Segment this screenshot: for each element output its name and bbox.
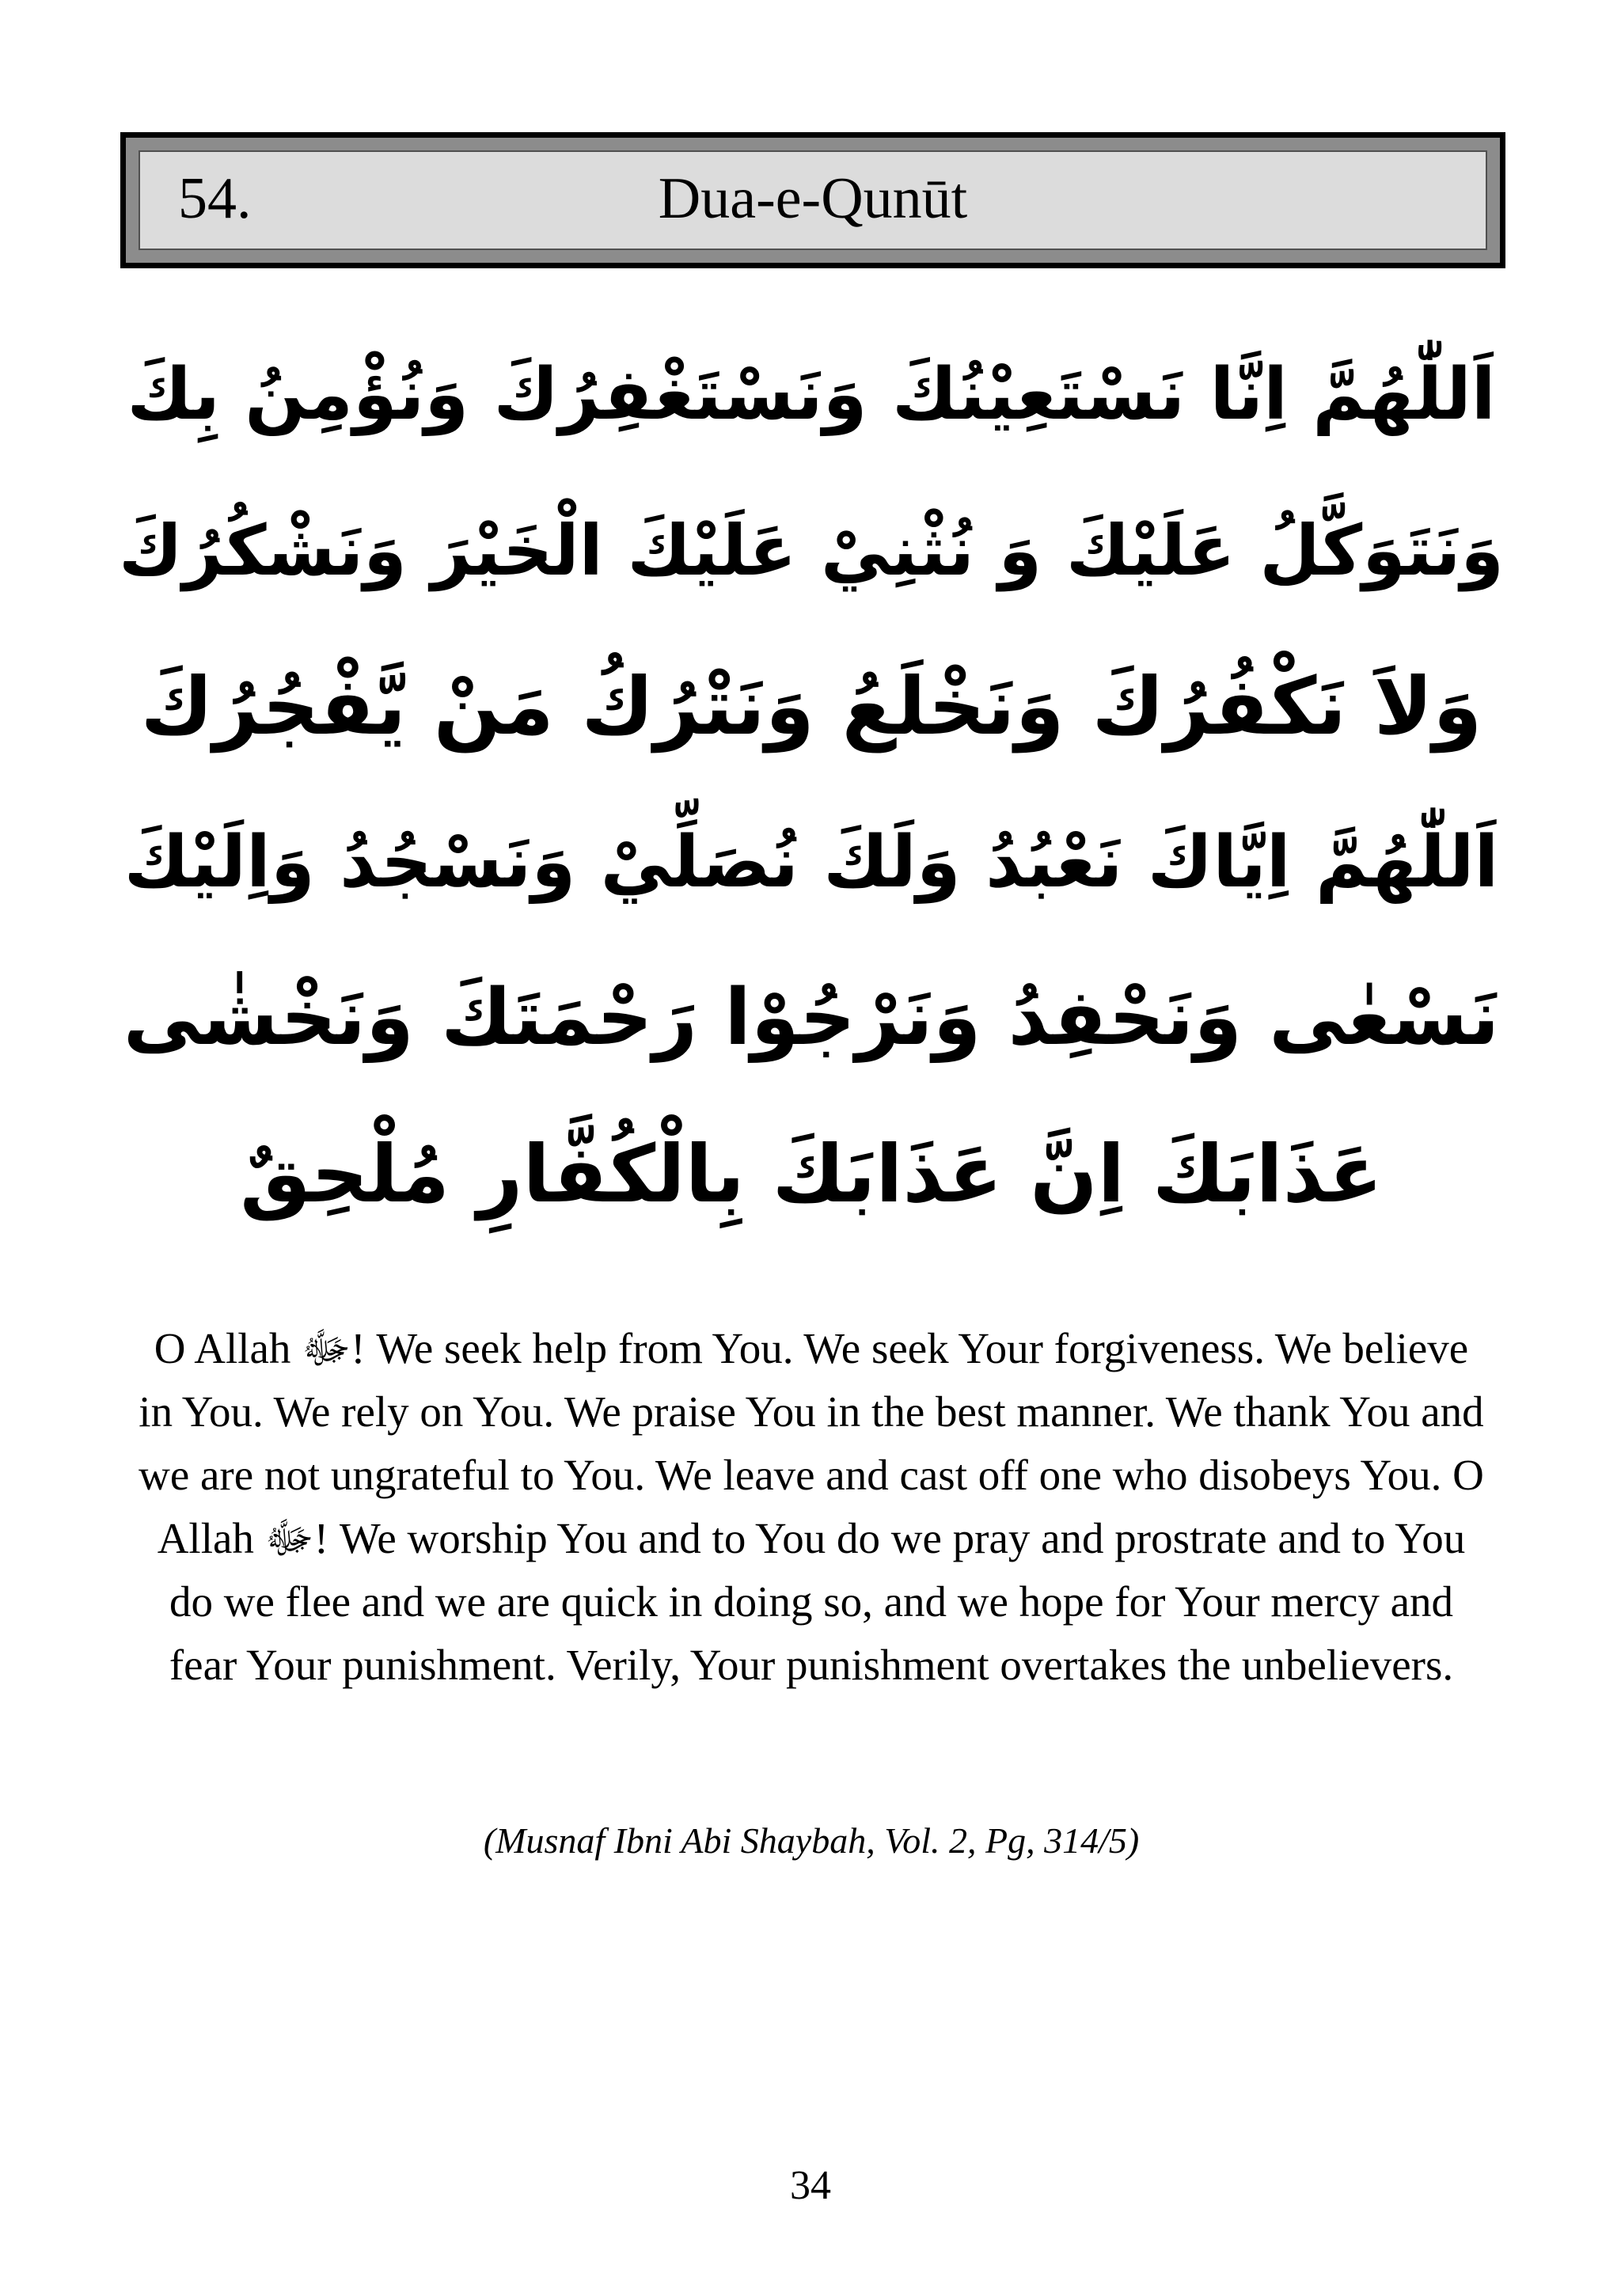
arabic-line-2: وَنَتَوَكَّلُ عَلَيْكَ وَ نُثْنِيْ عَلَيْكَ الْخَيْرَ وَنَشْكُرُكَ [119,510,1504,591]
hadith-reference: (Musnaf Ibni Abi Shaybah, Vol. 2, Pg, 314/5) [483,1820,1140,1861]
arabic-dua-text [119,317,1504,1252]
chapter-header [120,132,1505,268]
chapter-number: 54. [178,166,252,231]
arabic-line-4: اَللّٰهُمَّ اِيَّاكَ نَعْبُدُ وَلَكَ نُصَلِّيْ وَنَسْجُدُ وَاِلَيْكَ [123,821,1499,904]
page-number: 34 [790,2163,831,2208]
english-translation: O Allah ﷻ! We seek help from You. We seek Your forgiveness. We believe in You. We rely on You. We praise You in the best manner. We thank You and we are not ungrateful to You. We leave and cast off one who disobeys You. O Allah ﷻ! We worship You and to You do we pray and prostrate and to You do we flee and we are quick in doing so, and we hope for Your mercy and fear Your punishment. Verily, Your punishment overtakes the unbelievers. [139,1324,1484,1689]
arabic-line-3: وَلاَ نَكْفُرُكَ وَنَخْلَعُ وَنَتْرُكُ مَنْ يَّفْجُرُكَ [140,660,1482,753]
chapter-header-inner [139,150,1487,250]
arabic-line-5: نَسْعٰى وَنَحْفِدُ وَنَرْجُوْا رَحْمَتَكَ وَنَخْشٰى [123,973,1500,1063]
chapter-title: Dua-e-Qunūt [658,166,968,231]
arabic-line-6: عَذَابَكَ اِنَّ عَذَابَكَ بِالْكُفَّارِ مُلْحِقٌ [240,1128,1383,1220]
arabic-line-1: اَللّٰهُمَّ اِنَّا نَسْتَعِيْنُكَ وَنَسْتَغْفِرُكَ وَنُؤْمِنُ بِكَ [127,353,1496,436]
